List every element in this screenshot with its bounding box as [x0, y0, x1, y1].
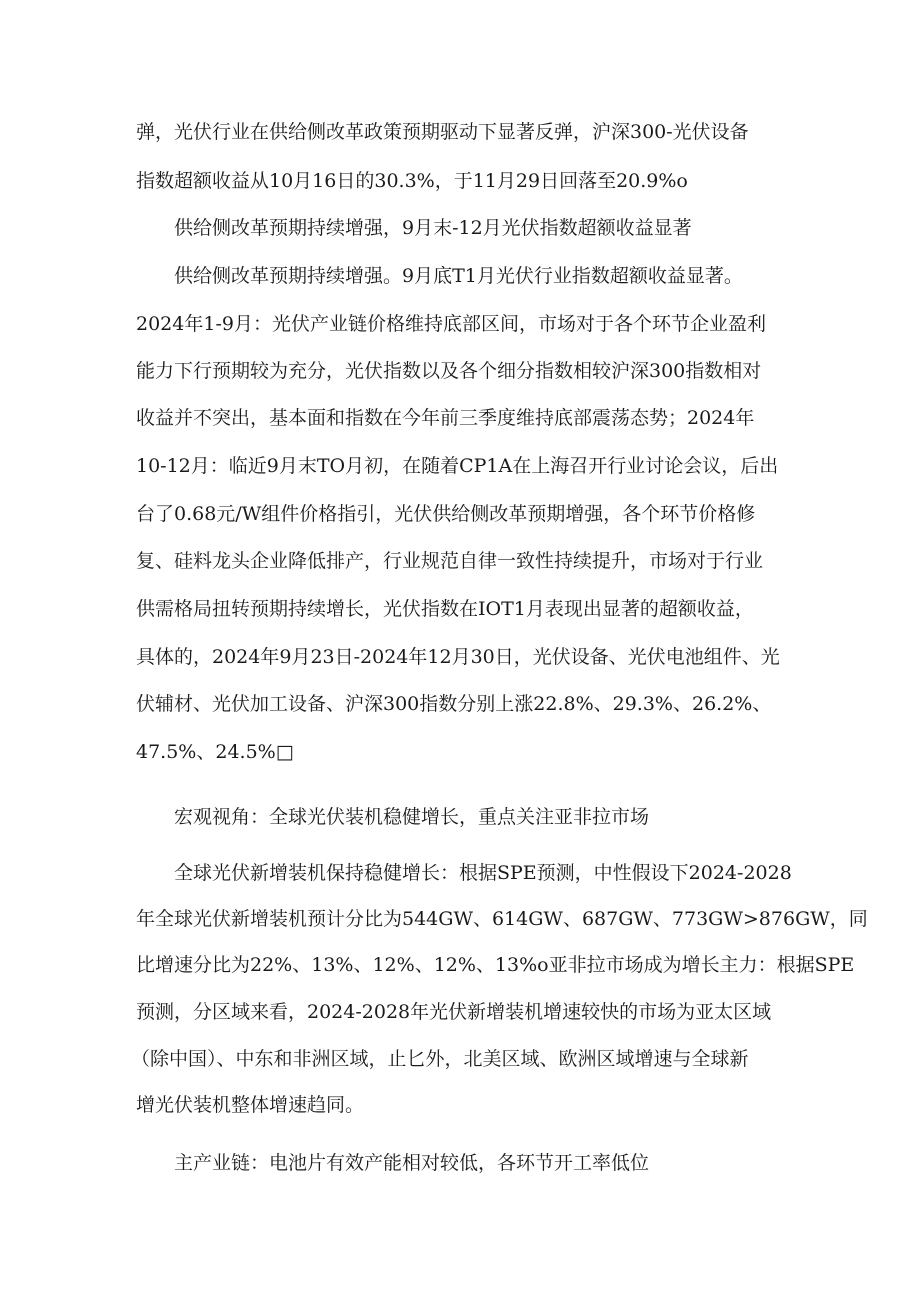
text-line: 具体的，2024年9月23日-2024年12月30日，光伏设备、光伏电池组件、光	[136, 646, 780, 668]
text-line: 全球光伏新增装机保持稳健增长：根据SPE预测，中性假设下2024-2028	[174, 862, 792, 884]
text-line: 伏辅材、光伏加工设备、沪深300指数分别上涨22.8%、29.3%、26.2%、	[136, 693, 772, 715]
text-line: 指数超额收益从10月16日的30.3%，于11月29日回落至20.9%o	[136, 170, 688, 192]
text-line: 增光伏装机整体增速趋同。	[136, 1094, 365, 1116]
text-line: 供需格局扭转预期持续增长，光伏指数在IOT1月表现出显著的超额收益，	[136, 598, 754, 620]
text-line: 复、硅料龙头企业降低排产，行业规范自律一致性持续提升，市场对于行业	[136, 550, 764, 572]
section-heading-macro-view: 宏观视角：全球光伏装机稳健增长，重点关注亚非拉市场	[174, 806, 650, 828]
text-line: 47.5%、24.5%□	[136, 741, 294, 763]
text-line: 弹，光伏行业在供给侧改革政策预期驱动下显著反弹，沪深300-光伏设备	[136, 121, 749, 143]
text-line: 供给侧改革预期持续增强。9月底T1月光伏行业指数超额收益显著。	[174, 265, 743, 287]
text-line: 年全球光伏新增装机预计分比为544GW、614GW、687GW、773GW>876GW，同	[136, 908, 868, 930]
text-line: 预测，分区域来看，2024-2028年光伏新增装机增速较快的市场为亚太区域	[136, 1001, 772, 1023]
text-line: 2024年1-9月：光伏产业链价格维持底部区间，市场对于各个环节企业盈利	[136, 313, 766, 335]
text-line: （除中国）、中东和非洲区域，止匕外，北美区域、欧洲区域增速与全球新	[131, 1048, 749, 1070]
text-line: 台了0.68元/W组件价格指引，光伏供给侧改革预期增强，各个环节价格修	[136, 503, 756, 525]
text-line: 收益并不突出，基本面和指数在今年前三季度维持底部震荡态势；2024年	[136, 407, 755, 429]
text-line: 10-12月：临近9月末TO月初，在随着CP1A在上海召开行业讨论会议，后出	[136, 455, 779, 477]
section-heading-main-industry-chain: 主产业链：电池片有效产能相对较低，各环节开工率低位	[174, 1152, 650, 1174]
section-heading-supply-side-reform: 供给侧改革预期持续增强，9月末-12月光伏指数超额收益显著	[174, 217, 692, 239]
text-line: 能力下行预期较为充分，光伏指数以及各个细分指数相较沪深300指数相对	[136, 360, 762, 382]
text-line: 比增速分比为22%、13%、12%、12%、13%o亚非拉市场成为增长主力：根据SPE	[136, 954, 855, 976]
